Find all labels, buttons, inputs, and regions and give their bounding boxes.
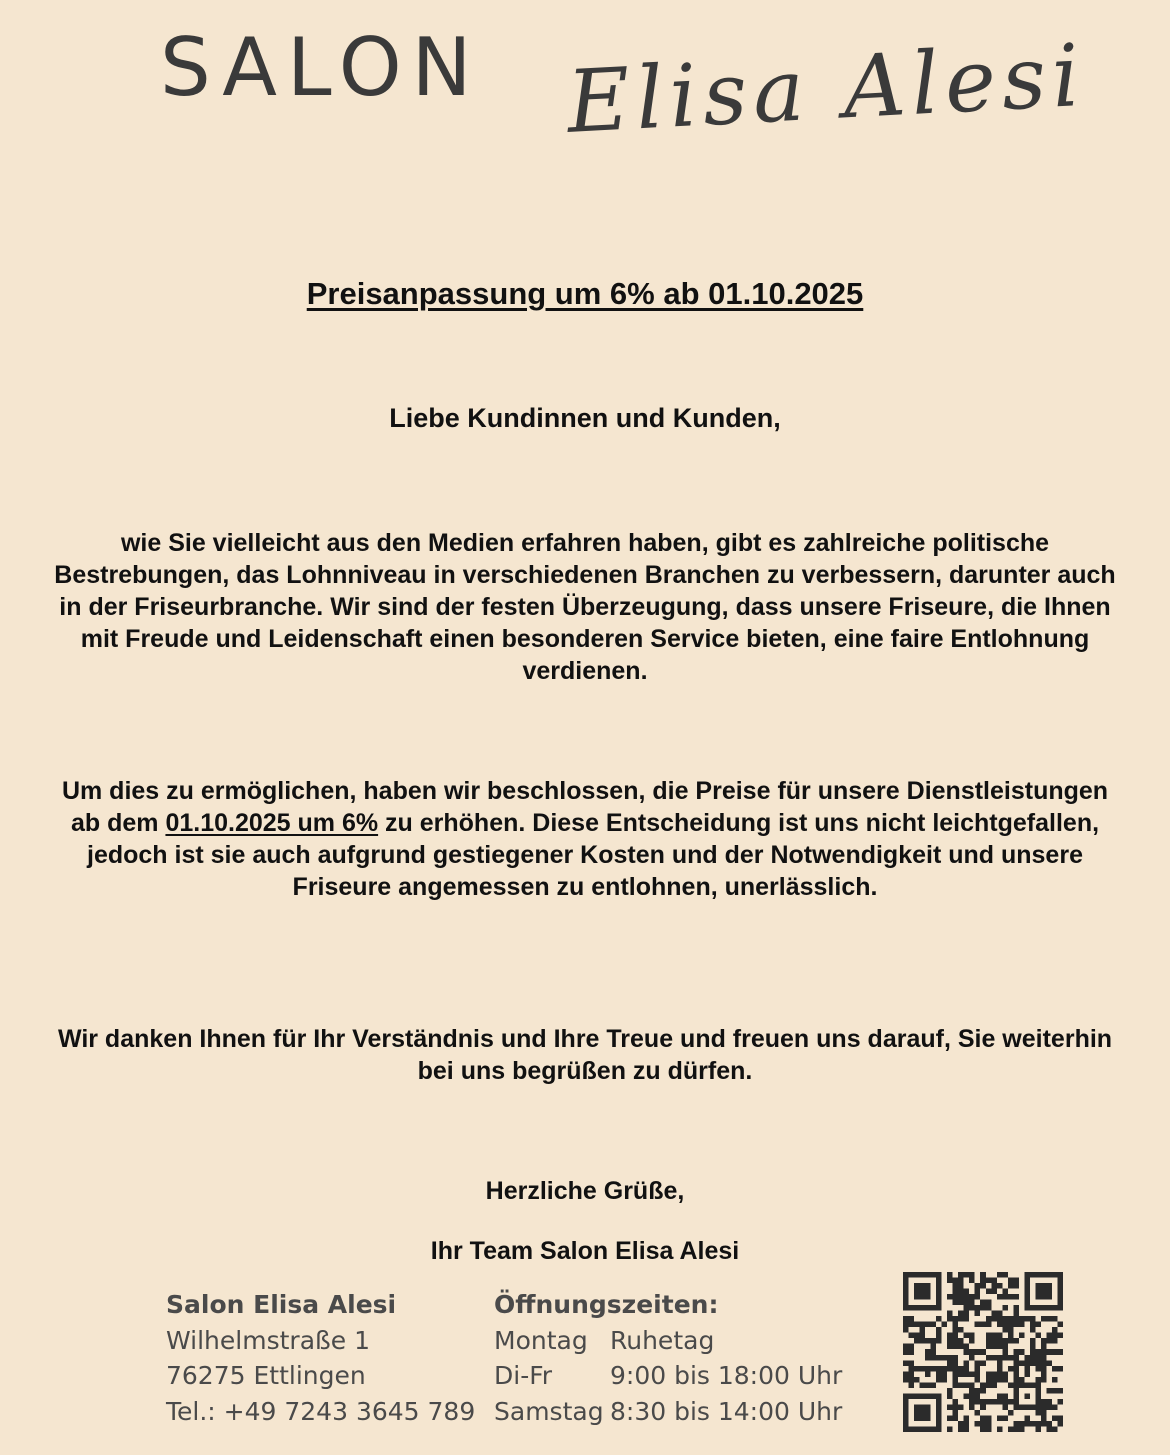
address-street: Wilhelmstraße 1: [166, 1325, 370, 1355]
opening-hours-heading: Öffnungszeiten:: [494, 1290, 719, 1319]
increase-date-highlight: 01.10.2025 um 6%: [165, 809, 379, 837]
paragraph-text: Um dies zu ermöglichen, haben wir beschlossen, die Preise für unsere Dienstleistungen ab dem: [61, 777, 1109, 837]
address-phone: Tel.: +49 7243 3645 789: [166, 1396, 476, 1426]
address-name: Salon Elisa Alesi: [166, 1290, 397, 1319]
paragraph-wage-context: wie Sie vielleicht aus den Medien erfahren haben, gibt es zahlreiche politische Bestrebungen, das Lohnniveau in verschiedenen Branchen zu verbessern, darunter auch in der Friseurbranche. Wir sind der festen Überzeugung, dass unsere Friseure, die Ihnen mit Freude und Leidenschaft einen besonderen Service bieten, eine faire Entlohnung verdienen.: [54, 529, 1116, 685]
closing-signature: Ihr Team Salon Elisa Alesi: [430, 1237, 740, 1265]
hours-row: [494, 1358, 842, 1394]
paragraph-price-increase: [50, 775, 1120, 903]
hours-day: Samstag: [494, 1396, 604, 1426]
notice-title: Preisanpassung um 6% ab 01.10.2025: [306, 276, 864, 311]
address-city: 76275 Ettlingen: [166, 1361, 366, 1390]
hours-row: [494, 1323, 842, 1359]
paragraph-thanks: Wir danken Ihnen für Ihr Verständnis und Ihre Treue und freuen uns darauf, Sie weiterhin bei uns begrüßen zu dürfen.: [57, 1025, 1113, 1085]
address-block: [166, 1287, 475, 1429]
hours-day: Di-Fr: [494, 1361, 553, 1390]
greeting: Liebe Kundinnen und Kunden,: [389, 403, 781, 433]
hours-time: Ruhetag: [610, 1325, 715, 1355]
hours-day: Montag: [494, 1325, 588, 1355]
qr-code-icon[interactable]: [903, 1272, 1063, 1432]
logo-script-name: Elisa Alesi: [564, 25, 1088, 153]
opening-hours-block: [494, 1287, 842, 1429]
paragraph-text: zu erhöhen. Diese Entscheidung ist uns nicht leichtgefallen, jedoch ist sie auch aufgrund gestiegener Kosten und der Notwendigkeit und unsere Friseure angemessen zu entlohnen, unerlässlich.: [87, 809, 1100, 901]
hours-time: 8:30 bis 14:00 Uhr: [610, 1396, 843, 1426]
logo-salon-text: SALON: [160, 21, 482, 114]
closing-regards: Herzliche Grüße,: [485, 1177, 685, 1205]
hours-row: [494, 1394, 842, 1430]
hours-time: 9:00 bis 18:00 Uhr: [610, 1361, 843, 1390]
